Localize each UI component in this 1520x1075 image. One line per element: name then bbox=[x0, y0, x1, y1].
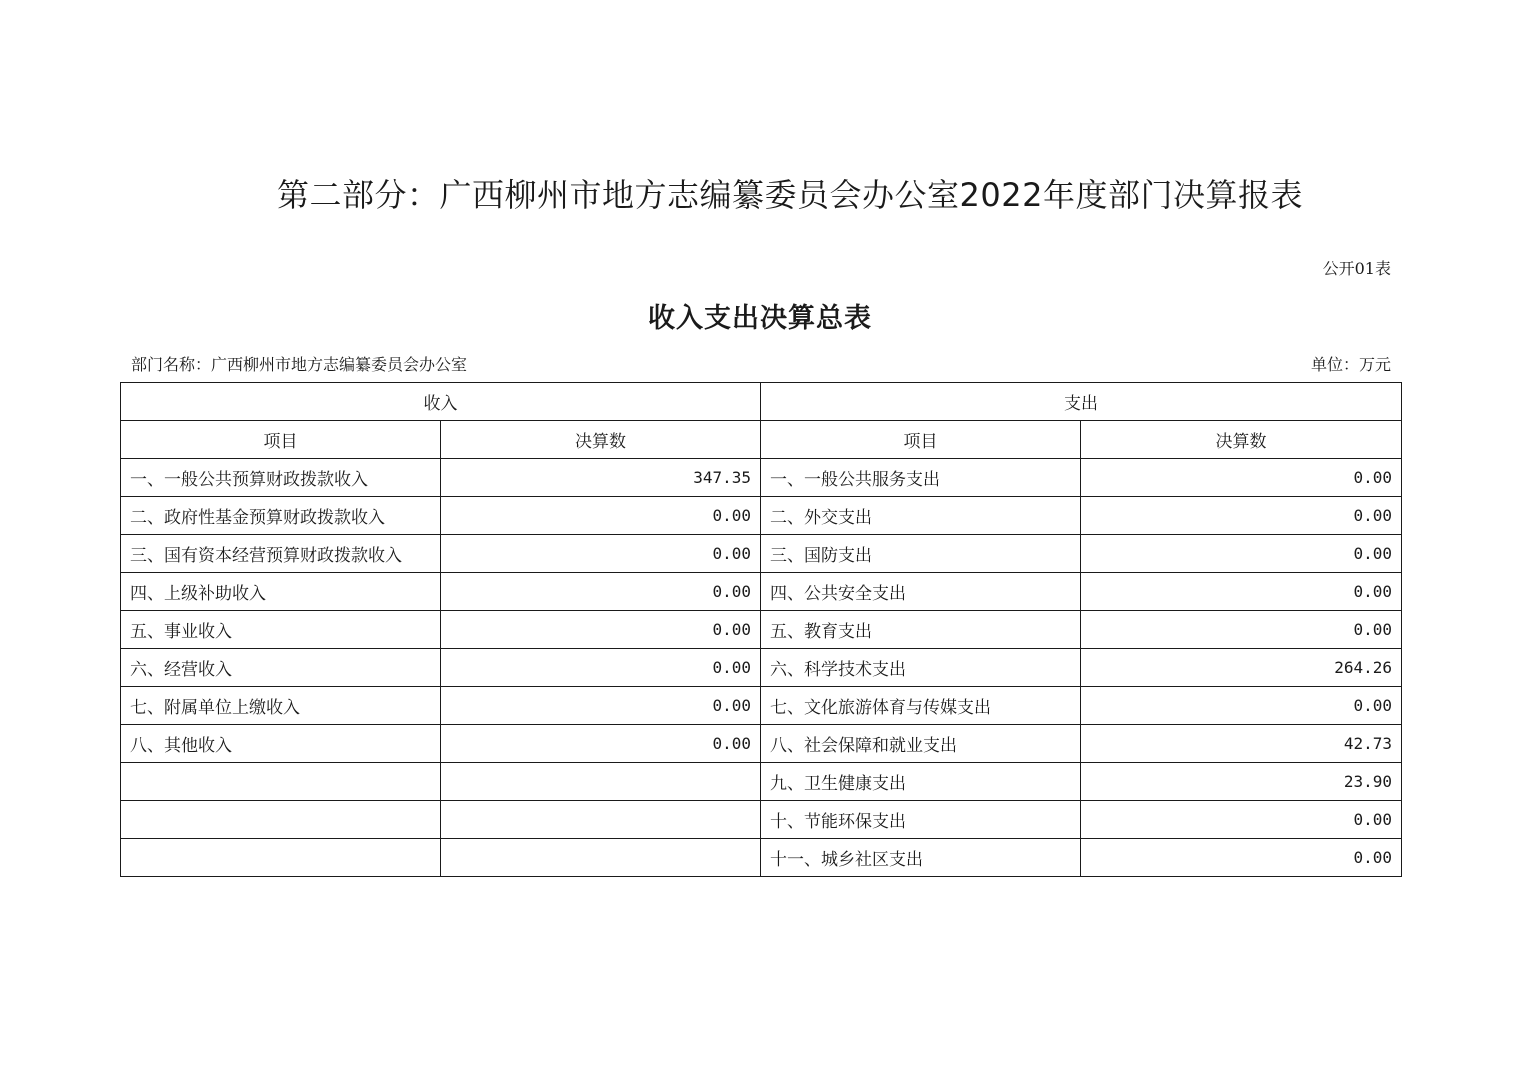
expense-amount-cell: 0.00 bbox=[1081, 839, 1402, 877]
income-item-cell: 一、一般公共预算财政拨款收入 bbox=[121, 459, 441, 497]
form-code: 公开01表 bbox=[1322, 259, 1391, 278]
table-row bbox=[121, 497, 1402, 535]
column-header-row bbox=[121, 421, 1402, 459]
expense-amount-cell: 0.00 bbox=[1081, 497, 1402, 535]
expense-amount-cell: 0.00 bbox=[1081, 573, 1402, 611]
page-title: 第二部分：广西柳州市地方志编纂委员会办公室2022年度部门决算报表 bbox=[277, 176, 1303, 214]
income-amount-cell bbox=[441, 839, 761, 877]
unit-label: 单位：万元 bbox=[1310, 355, 1391, 374]
table-row bbox=[121, 687, 1402, 725]
income-amount-cell: 0.00 bbox=[441, 687, 761, 725]
expense-item-header: 项目 bbox=[761, 421, 1081, 459]
income-amount-header: 决算数 bbox=[441, 421, 761, 459]
income-amount-cell: 0.00 bbox=[441, 611, 761, 649]
income-amount-cell bbox=[441, 801, 761, 839]
expense-item-cell: 八、社会保障和就业支出 bbox=[761, 725, 1081, 763]
table-row bbox=[121, 839, 1402, 877]
income-item-cell bbox=[121, 801, 441, 839]
table-row bbox=[121, 459, 1402, 497]
income-item-cell: 五、事业收入 bbox=[121, 611, 441, 649]
table-row bbox=[121, 763, 1402, 801]
expense-item-cell: 二、外交支出 bbox=[761, 497, 1081, 535]
expense-item-cell: 三、国防支出 bbox=[761, 535, 1081, 573]
income-item-cell: 二、政府性基金预算财政拨款收入 bbox=[121, 497, 441, 535]
income-item-cell: 三、国有资本经营预算财政拨款收入 bbox=[121, 535, 441, 573]
income-item-cell: 六、经营收入 bbox=[121, 649, 441, 687]
expense-amount-cell: 23.90 bbox=[1081, 763, 1402, 801]
income-amount-cell: 347.35 bbox=[441, 459, 761, 497]
expense-amount-cell: 0.00 bbox=[1081, 801, 1402, 839]
income-amount-cell: 0.00 bbox=[441, 497, 761, 535]
expense-amount-cell: 42.73 bbox=[1081, 725, 1402, 763]
table-row bbox=[121, 649, 1402, 687]
table-row bbox=[121, 535, 1402, 573]
income-amount-cell: 0.00 bbox=[441, 649, 761, 687]
table-title: 收入支出决算总表 bbox=[648, 303, 872, 334]
expense-amount-header: 决算数 bbox=[1081, 421, 1402, 459]
income-item-cell bbox=[121, 839, 441, 877]
income-amount-cell bbox=[441, 763, 761, 801]
income-item-cell bbox=[121, 763, 441, 801]
expense-item-cell: 五、教育支出 bbox=[761, 611, 1081, 649]
income-section-header: 收入 bbox=[121, 383, 761, 421]
income-item-cell: 四、上级补助收入 bbox=[121, 573, 441, 611]
income-amount-cell: 0.00 bbox=[441, 725, 761, 763]
expense-item-cell: 十一、城乡社区支出 bbox=[761, 839, 1081, 877]
table-row bbox=[121, 725, 1402, 763]
income-expense-table bbox=[120, 382, 1402, 877]
income-item-cell: 八、其他收入 bbox=[121, 725, 441, 763]
expense-amount-cell: 0.00 bbox=[1081, 611, 1402, 649]
expense-item-cell: 九、卫生健康支出 bbox=[761, 763, 1081, 801]
expense-item-cell: 七、文化旅游体育与传媒支出 bbox=[761, 687, 1081, 725]
table-row bbox=[121, 801, 1402, 839]
table-row bbox=[121, 573, 1402, 611]
income-amount-cell: 0.00 bbox=[441, 573, 761, 611]
expense-amount-cell: 0.00 bbox=[1081, 535, 1402, 573]
expense-amount-cell: 0.00 bbox=[1081, 459, 1402, 497]
expense-amount-cell: 264.26 bbox=[1081, 649, 1402, 687]
expense-item-cell: 四、公共安全支出 bbox=[761, 573, 1081, 611]
expense-item-cell: 一、一般公共服务支出 bbox=[761, 459, 1081, 497]
expense-item-cell: 十、节能环保支出 bbox=[761, 801, 1081, 839]
expense-item-cell: 六、科学技术支出 bbox=[761, 649, 1081, 687]
income-amount-cell: 0.00 bbox=[441, 535, 761, 573]
department-name: 部门名称：广西柳州市地方志编纂委员会办公室 bbox=[131, 355, 468, 374]
income-item-header: 项目 bbox=[121, 421, 441, 459]
income-item-cell: 七、附属单位上缴收入 bbox=[121, 687, 441, 725]
expense-amount-cell: 0.00 bbox=[1081, 687, 1402, 725]
table-row bbox=[121, 611, 1402, 649]
section-header-row bbox=[121, 383, 1402, 421]
expense-section-header: 支出 bbox=[761, 383, 1402, 421]
